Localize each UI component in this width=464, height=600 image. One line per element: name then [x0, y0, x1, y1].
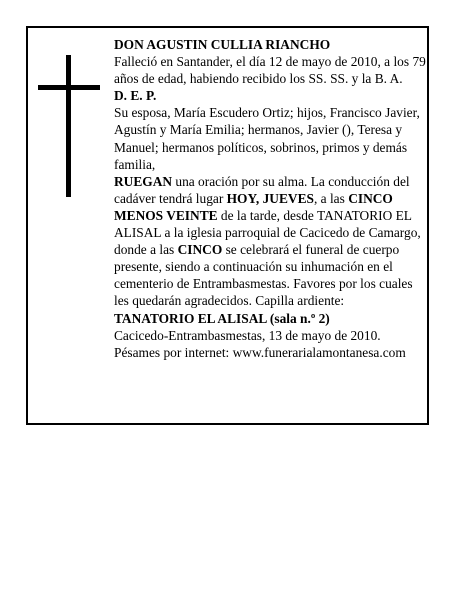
request-text-3: de la tarde, desde TANATORIO EL ALISAL a la iglesia parroquial de Cacicedo de Camargo, donde a las	[114, 207, 421, 258]
funeral-time: CINCO	[177, 242, 223, 258]
chapel-location: TANATORIO EL ALISAL (sala n.º 2)	[114, 310, 330, 326]
condolences-website: Pésames por internet: www.funerarialamontanesa.com	[114, 344, 406, 360]
cross-icon	[38, 55, 100, 197]
day-label: HOY, JUEVES	[226, 190, 314, 206]
cross-horizontal-bar	[38, 85, 100, 90]
funeral-request	[114, 173, 426, 310]
request-text-1: una oración por su alma. La conducción del cadáver tendrá lugar	[114, 173, 410, 206]
cross-vertical-bar	[66, 55, 71, 197]
request-text-4: se celebrará el funeral de cuerpo presente, siendo a continuación su inhumación en el cementerio de Entrambasmestas. Favores por los cuales les quedarán agradecidos. Capilla ardiente:	[114, 242, 413, 309]
death-info: Falleció en Santander, el día 12 de mayo de 2010, a los 79 años de edad, habiendo recibido los SS. SS. y la B. A.	[114, 54, 426, 87]
ruegan-label: RUEGAN	[114, 173, 173, 189]
place-date: Cacicedo-Entrambasmestas, 13 de mayo de 2010.	[114, 327, 381, 343]
obituary-text	[114, 36, 426, 361]
family-list: Su esposa, María Escudero Ortiz; hijos, Francisco Javier, Agustín y María Emilia; hermanos, Javier (), Teresa y Manuel; hermanos políticos, sobrinos, primos y demás familia,	[114, 105, 420, 172]
rest-in-peace: D. E. P.	[114, 88, 157, 104]
request-text-2: , a las	[313, 190, 349, 206]
departure-time: CINCO MENOS VEINTE	[114, 190, 393, 223]
deceased-name: DON AGUSTIN CULLIA RIANCHO	[114, 37, 331, 52]
